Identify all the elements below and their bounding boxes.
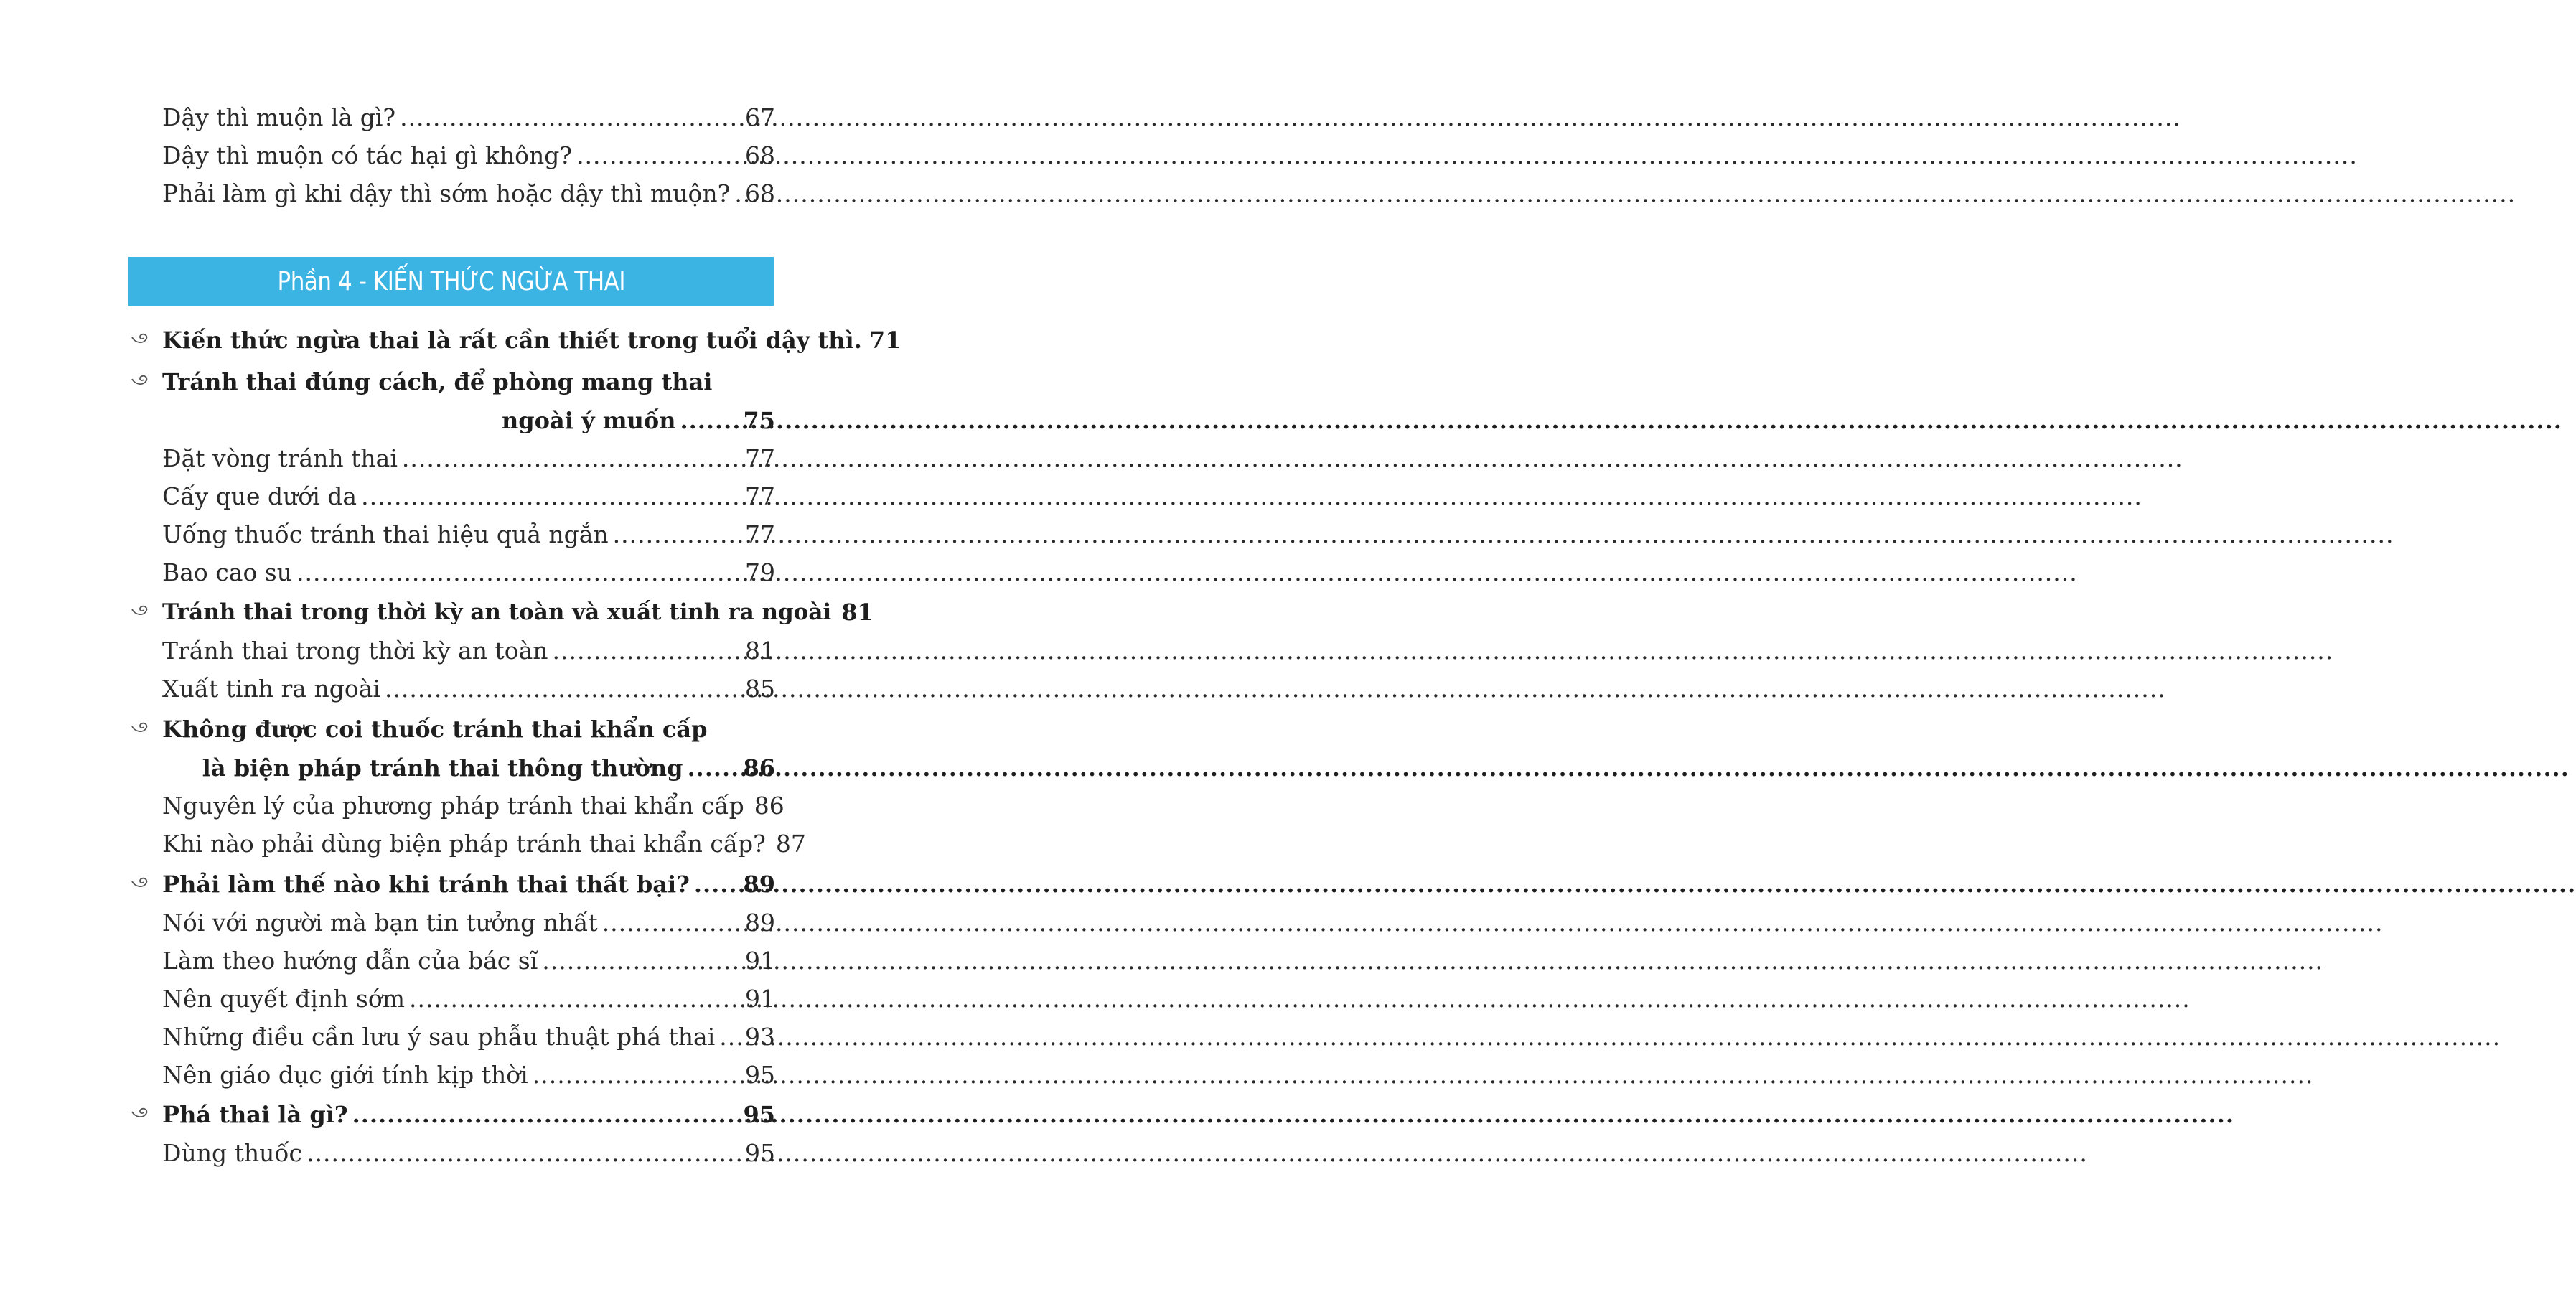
- toc-entry[interactable]: [162, 171, 775, 208]
- toc-entry-page: 87: [775, 830, 806, 858]
- toc-entry[interactable]: [162, 666, 775, 703]
- toc-page: [0, 0, 901, 1289]
- toc-entry-title: Tránh thai trong thời kỳ an toàn: [162, 637, 548, 665]
- dot-leader: [542, 947, 739, 975]
- toc-entry[interactable]: [162, 900, 775, 937]
- toc-entry-title: Cấy que dưới da: [162, 482, 357, 510]
- toc-entry-title: Làm theo hướng dẫn của bác sĩ: [162, 947, 538, 975]
- toc-entry-title: Bao cao su: [162, 558, 292, 586]
- toc-entry-page: 81: [841, 599, 874, 626]
- toc-heading-entry[interactable]: [162, 1092, 775, 1129]
- toc-entry-title: Phá thai là gì?: [162, 1101, 348, 1128]
- toc-entry-title: Khi nào phải dùng biện pháp tránh thai khẩn cấp?: [162, 830, 766, 858]
- toc-entry-page: 67: [745, 103, 775, 131]
- toc-entry-title: Dậy thì muộn có tác hại gì không?: [162, 141, 573, 169]
- toc-entry-page: 68: [745, 179, 775, 207]
- toc-heading-entry[interactable]: [162, 317, 901, 355]
- toc-entry[interactable]: [162, 1014, 775, 1051]
- toc-entry-title: Nên quyết định sớm: [162, 985, 405, 1013]
- toc-entry[interactable]: [162, 938, 775, 975]
- toc-entry-title: Phải làm thế nào khi tránh thai thất bại?: [162, 871, 690, 898]
- toc-heading-entry[interactable]: [162, 589, 874, 627]
- toc-entry-title: Tránh thai trong thời kỳ an toàn và xuất tinh ra ngoài: [162, 599, 832, 625]
- toc-entry-page: 93: [745, 1023, 775, 1051]
- toc-entry-page: 95: [743, 1101, 775, 1128]
- toc-entry-title: Đặt vòng tránh thai: [162, 444, 398, 472]
- toc-entry-page: 89: [745, 909, 775, 937]
- toc-entry-title: Uống thuốc tránh thai hiệu quả ngắn: [162, 520, 609, 548]
- dot-leader: [734, 179, 739, 208]
- dot-leader: [361, 482, 739, 511]
- toc-entry-title: Phải làm gì khi dậy thì sớm hoặc dậy thì muộn?: [162, 179, 731, 207]
- toc-entry-title: Không được coi thuốc tránh thai khẩn cấp: [162, 716, 708, 743]
- swirl-bullet-icon: [131, 604, 149, 619]
- toc-entry-page: 86: [754, 792, 784, 820]
- dot-leader: [400, 103, 739, 132]
- toc-entry[interactable]: [162, 550, 775, 587]
- toc-entry-title: Những điều cần lưu ý sau phẫu thuật phá thai: [162, 1023, 716, 1051]
- toc-heading-entry-continuation[interactable]: [162, 398, 775, 435]
- toc-entry-page: 89: [743, 871, 775, 898]
- toc-entry[interactable]: [162, 436, 775, 473]
- toc-entry-title: là biện pháp tránh thai thông thường: [202, 754, 683, 782]
- toc-entry-title: Xuất tinh ra ngoài: [162, 675, 380, 703]
- toc-entry-page: 91: [745, 985, 775, 1013]
- dot-leader: [694, 870, 738, 899]
- toc-entry-page: 68: [745, 141, 775, 169]
- toc-entry-page: 95: [745, 1139, 775, 1167]
- dot-leader: [409, 985, 739, 1013]
- dot-leader: [576, 141, 739, 170]
- toc-heading-entry-continuation[interactable]: [162, 745, 775, 782]
- toc-entry-page: 77: [745, 444, 775, 472]
- dot-leader: [402, 444, 739, 473]
- toc-entry-page: 95: [745, 1061, 775, 1089]
- toc-entry-page: 81: [745, 637, 775, 665]
- toc-entry-title: Nên giáo dục giới tính kịp thời: [162, 1061, 528, 1089]
- toc-entry-title: ngoài ý muốn: [501, 407, 676, 434]
- toc-entry[interactable]: [162, 976, 775, 1013]
- dot-leader: [613, 520, 739, 549]
- toc-heading-entry[interactable]: [162, 359, 775, 396]
- toc-entry-page: 71: [868, 327, 901, 354]
- swirl-bullet-icon: [131, 721, 149, 736]
- toc-entry[interactable]: [162, 512, 775, 549]
- toc-entry-page: 77: [745, 482, 775, 510]
- toc-entry-page: 79: [745, 558, 775, 586]
- toc-entry-title: Dùng thuốc: [162, 1139, 303, 1167]
- toc-entry-title: Nói với người mà bạn tin tưởng nhất: [162, 909, 598, 937]
- dot-leader: [306, 1139, 739, 1168]
- dot-leader: [719, 1023, 739, 1051]
- toc-entry-title: Nguyên lý của phương pháp tránh thai khẩn cấp: [162, 792, 744, 820]
- dot-leader: [352, 1100, 738, 1129]
- toc-entry-page: 85: [745, 675, 775, 703]
- dot-leader: [296, 558, 739, 587]
- swirl-bullet-icon: [131, 332, 149, 347]
- dot-leader: [553, 637, 740, 665]
- toc-entry-page: 86: [743, 754, 775, 782]
- dot-leader: [680, 406, 737, 435]
- dot-leader: [687, 754, 737, 782]
- toc-entry-page: 77: [745, 520, 775, 548]
- toc-entry[interactable]: [162, 628, 775, 665]
- toc-entry-page: 75: [743, 407, 775, 434]
- section-banner: [128, 257, 774, 306]
- swirl-bullet-icon: [131, 876, 149, 891]
- toc-entry[interactable]: [162, 1130, 775, 1168]
- toc-entry[interactable]: [162, 95, 775, 132]
- toc-entry-title: Tránh thai đúng cách, để phòng mang thai: [162, 368, 713, 395]
- toc-entry[interactable]: [162, 133, 775, 170]
- toc-entry-page: 91: [745, 947, 775, 975]
- toc-heading-entry[interactable]: [162, 706, 775, 744]
- toc-entry[interactable]: [162, 1052, 775, 1089]
- toc-entry[interactable]: [162, 821, 806, 858]
- swirl-bullet-icon: [131, 1106, 149, 1122]
- toc-heading-entry[interactable]: [162, 861, 775, 899]
- dot-leader: [533, 1061, 739, 1089]
- swirl-bullet-icon: [131, 373, 149, 389]
- toc-entry-title: Dậy thì muộn là gì?: [162, 103, 396, 131]
- dot-leader: [385, 675, 739, 703]
- section-title: Phần 4 - KIẾN THỨC NGỪA THAI: [277, 266, 625, 296]
- dot-leader: [602, 909, 739, 937]
- toc-entry[interactable]: [162, 783, 784, 820]
- toc-entry-title: Kiến thức ngừa thai là rất cần thiết trong tuổi dậy thì.: [162, 327, 862, 354]
- toc-entry[interactable]: [162, 474, 775, 511]
